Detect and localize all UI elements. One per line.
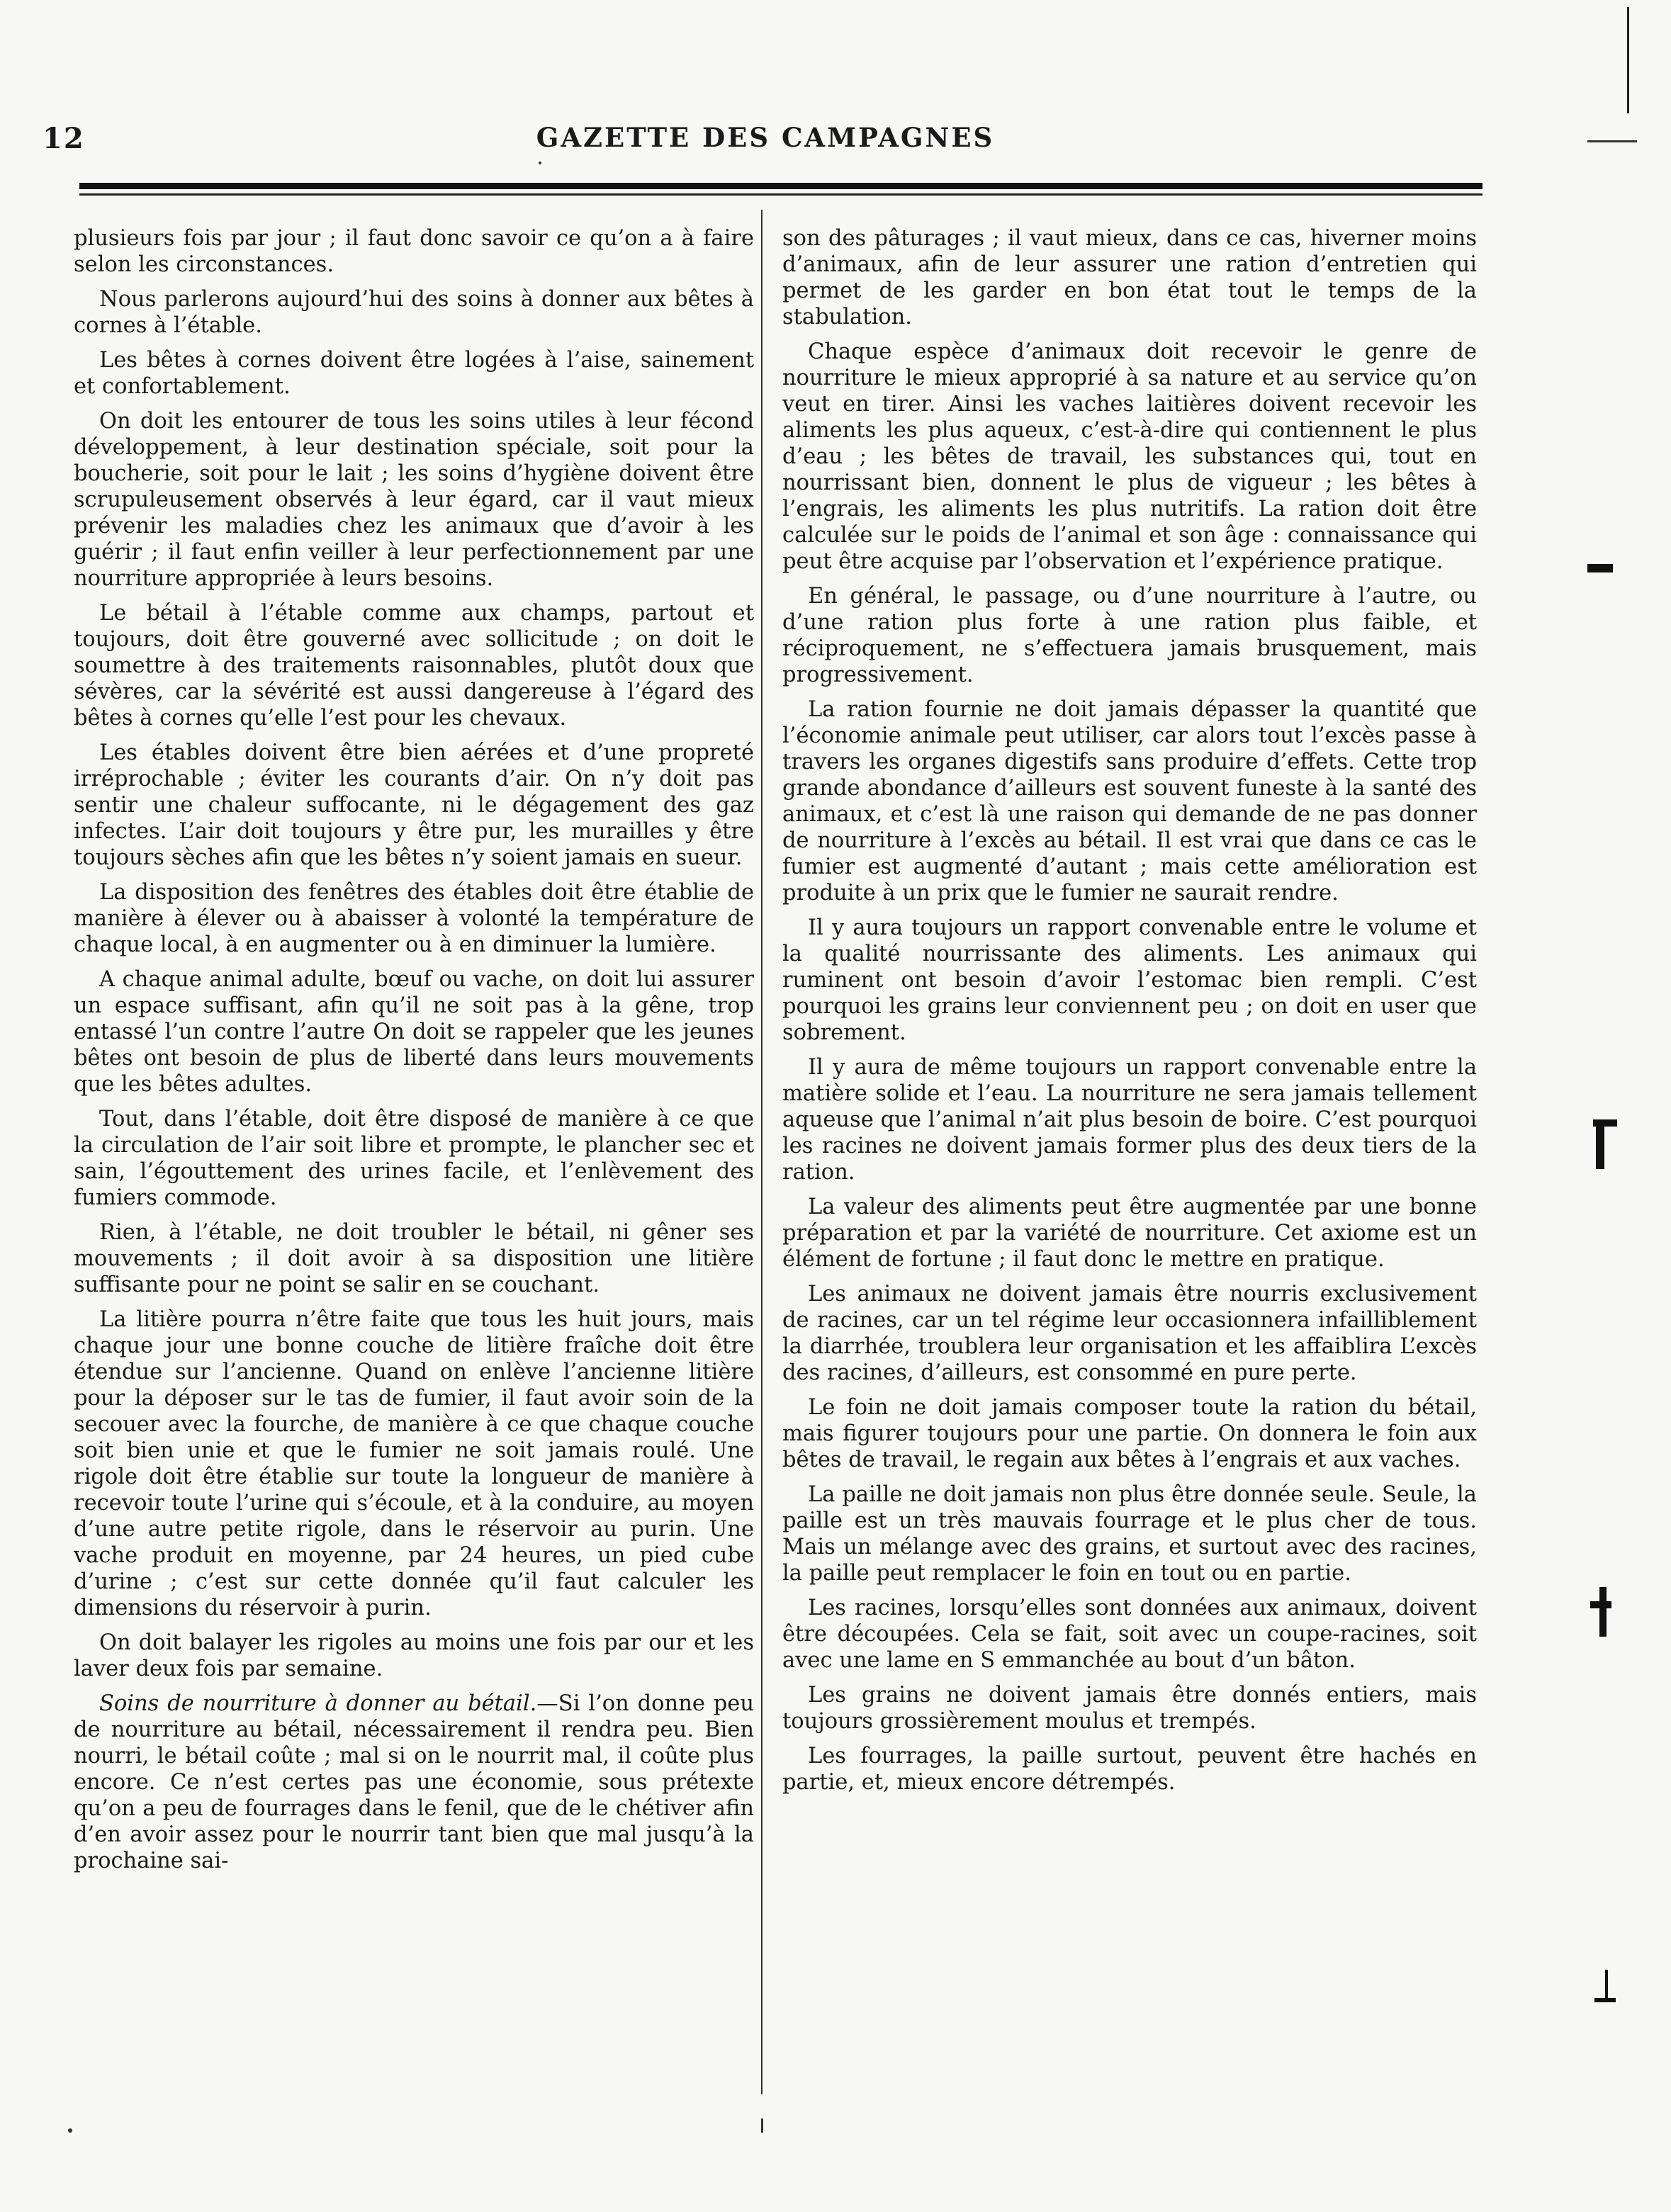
paragraph: Les bêtes à cornes doivent être logées à l’aise, sainement et confortablement. bbox=[74, 348, 754, 399]
paragraph: La litière pourra n’être faite que tous les huit jours, mais chaque jour une bonne couche de litière fraîche doit être étendue sur l’ancienne. Quand on enlève l’ancienne litière pour la déposer sur le tas de fumier, il faut avoir soin de la secouer avec la fourche, de manière à ce que chaque couche soit bien unie et que le fumier ne soit jamais roulé. Une rigole doit être établie sur toute la longueur de manière à recevoir toute l’urine qui s’écoule, et à la conduire, au moyen d’une autre petite rigole, dans le réservoir au purin. Une vache produit en moyenne, par 24 heures, un pied cube d’urine ; c’est sur cette donnée qu’il faut calculer les dimensions du réservoir à purin. bbox=[74, 1307, 754, 1620]
section-paragraph bbox=[74, 1691, 754, 1874]
paragraph: Les racines, lorsqu’elles sont données aux animaux, doivent être découpées. Cela se fait, soit avec un coupe-racines, soit avec une lame en S emmanchée au bout d’un bâton. bbox=[782, 1596, 1477, 1673]
scan-mark-icon bbox=[1587, 140, 1637, 142]
paragraph: Les fourrages, la paille surtout, peuvent être hachés en partie, et, mieux encore détrempés. bbox=[782, 1744, 1477, 1795]
paragraph: Nous parlerons aujourd’hui des soins à donner aux bêtes à cornes à l’étable. bbox=[74, 287, 754, 338]
paragraph: La valeur des aliments peut être augmentée par une bonne préparation et par la variété de nourriture. Cet axiome est un élément de fortune ; il faut donc le mettre en pratique. bbox=[782, 1195, 1477, 1272]
paragraph: La ration fournie ne doit jamais dépasser la quantité que l’économie animale peut utiliser, car alors tout l’excès passe à travers les organes digestifs sans produire d’effets. Cette trop grande abondance d’ailleurs est souvent funeste à la santé des animaux, et c’est là une raison qui demande de ne pas donner de nourriture à l’excès au bétail. Il est vrai que dans ce cas le fumier est augmenté d’autant ; mais cette amélioration est produite à un prix que le fumier ne saurait rendre. bbox=[782, 697, 1477, 905]
paragraph: Les grains ne doivent jamais être donnés entiers, mais toujours grossièrement moulus et trempés. bbox=[782, 1683, 1477, 1734]
paragraph: Le foin ne doit jamais composer toute la ration du bétail, mais figurer toujours pour une partie. On donnera le foin aux bêtes de travail, le regain aux bêtes à l’engrais et aux vaches. bbox=[782, 1395, 1477, 1472]
scan-speck bbox=[68, 2128, 72, 2133]
paragraph: La paille ne doit jamais non plus être donnée seule. Seule, la paille est un très mauvais fourrage et le plus cher de tous. Mais un mélange avec des grains, et surtout avec des racines, la paille peut remplacer le foin en tout ou en partie. bbox=[782, 1482, 1477, 1586]
scan-speck bbox=[539, 162, 541, 164]
left-column bbox=[74, 225, 754, 1883]
section-text: —Si l’on donne peu de nourriture au bétail, nécessairement il rendra peu. Bien nourri, le bétail coûte ; mal si on le nourrit mal, il coûte plus encore. Ce n’est certes pas une économie, sous prétexte qu’on a peu de fourrages dans le fenil, que de le chétiver afin d’en avoir assez pour le nourrir tant bien que mal jusqu’à la prochaine sai- bbox=[74, 1691, 754, 1873]
right-column bbox=[782, 225, 1477, 1804]
paragraph: Les animaux ne doivent jamais être nourris exclusivement de racines, car un tel régime leur occasionnera infailliblement la diarrhée, troublera leur organisation et les affaiblira L’excès des racines, d’ailleurs, est consommé en pure perte. bbox=[782, 1282, 1477, 1385]
paragraph: Rien, à l’étable, ne doit troubler le bétail, ni gêner ses mouvements ; il doit avoir à sa disposition une litière suffisante pour ne point se salir en se couchant. bbox=[74, 1220, 754, 1297]
paragraph: A chaque animal adulte, bœuf ou vache, on doit lui assurer un espace suffisant, afin qu’il ne soit pas à la gêne, trop entassé l’un contre l’autre On doit se rappeler que les jeunes bêtes ont besoin de plus de liberté dans leurs mouvements que les bêtes adultes. bbox=[74, 967, 754, 1097]
running-title: GAZETTE DES CAMPAGNES bbox=[536, 122, 995, 153]
scan-mark-icon bbox=[1587, 564, 1613, 572]
paragraph: Il y aura toujours un rapport convenable entre le volume et la qualité nourrissante des aliments. Les animaux qui ruminent ont besoin d’avoir l’estomac bien rempli. C’est pourquoi les grains leur conviennent peu ; on doit en user que sobrement. bbox=[782, 915, 1477, 1045]
page-number: 12 bbox=[43, 122, 85, 155]
scan-mark-icon bbox=[1593, 1119, 1617, 1127]
paragraph: Il y aura de même toujours un rapport convenable entre la matière solide et l’eau. La nourriture ne sera jamais tellement aqueuse que l’animal n’ait plus besoin de boire. C’est pourquoi les racines ne doivent jamais former plus des deux tiers de la ration. bbox=[782, 1055, 1477, 1185]
paragraph: La disposition des fenêtres des étables doit être établie de manière à élever ou à abaisser à volonté la température de chaque local, à en augmenter ou à en diminuer la lumière. bbox=[74, 880, 754, 957]
paragraph: On doit balayer les rigoles au moins une fois par our et les laver deux fois par semaine. bbox=[74, 1630, 754, 1681]
column-divider bbox=[761, 210, 763, 2094]
scan-mark-icon bbox=[1627, 7, 1629, 113]
page-header bbox=[43, 122, 1488, 164]
scan-mark-icon bbox=[1590, 1601, 1611, 1608]
paragraph: Les étables doivent être bien aérées et d’une propreté irréprochable ; éviter les courants d’air. On n’y doit pas sentir une chaleur suffocante, ni le dégagement des gaz infectes. L’air doit toujours y être pur, les murailles y être toujours sèches afin que les bêtes n’y soient jamais en sueur. bbox=[74, 740, 754, 870]
paragraph: Tout, dans l’étable, doit être disposé de manière à ce que la circulation de l’air soit libre et prompte, le plancher sec et sain, l’égouttement des urines facile, et l’enlèvement des fumiers commode. bbox=[74, 1107, 754, 1210]
scan-mark-icon bbox=[1605, 1970, 1608, 1998]
section-heading: Soins de nourriture à donner au bétail. bbox=[99, 1691, 537, 1716]
scan-mark-icon bbox=[1594, 1998, 1616, 2002]
paragraph: Chaque espèce d’animaux doit recevoir le genre de nourriture le mieux approprié à sa nature et au service qu’on veut en tirer. Ainsi les vaches laitières doivent recevoir les aliments les plus aqueux, c’est-à-dire qui contiennent le plus d’eau ; les bêtes de travail, les substances qui, tout en nourrissant bien, donnent le plus de vigueur ; les bêtes à l’engrais, les aliments les plus nutritifs. La ration doit être calculée sur le poids de l’animal et son âge : connaissance qui peut être acquise par l’observation et l’expérience pratique. bbox=[782, 339, 1477, 574]
header-rule-thin bbox=[79, 193, 1482, 196]
paragraph: plusieurs fois par jour ; il faut donc savoir ce qu’on a à faire selon les circonstances. bbox=[74, 226, 754, 277]
scan-mark-icon bbox=[1596, 1119, 1604, 1169]
paragraph: son des pâturages ; il vaut mieux, dans ce cas, hiverner moins d’animaux, afin de leur assurer une ration d’entretien qui permet de les garder en bon état tout le temps de la stabulation. bbox=[782, 226, 1477, 329]
scan-speck bbox=[761, 2118, 763, 2133]
paragraph: En général, le passage, ou d’une nourriture à l’autre, ou d’une ration plus forte à une ration plus faible, et réciproquement, ne s’effectuera jamais brusquement, mais progressivement. bbox=[782, 584, 1477, 687]
paragraph: Le bétail à l’étable comme aux champs, partout et toujours, doit être gouverné avec sollicitude ; on doit le soumettre à des traitements raisonnables, plutôt doux que sévères, car la sévérité est aussi dangereuse à l’égard des bêtes à cornes qu’elle l’est pour les chevaux. bbox=[74, 601, 754, 730]
paragraph: On doit les entourer de tous les soins utiles à leur fécond développement, à leur destination spéciale, soit pour la boucherie, soit pour le lait ; les soins d’hygiène doivent être scrupuleusement observés à leur égard, car il vaut mieux prévenir les maladies chez les animaux que d’avoir à les guérir ; il faut enfin veiller à leur perfectionnement par une nourriture appropriée à leurs besoins. bbox=[74, 409, 754, 591]
header-rule-thick bbox=[79, 183, 1482, 189]
scan-mark-icon bbox=[1599, 1587, 1607, 1637]
